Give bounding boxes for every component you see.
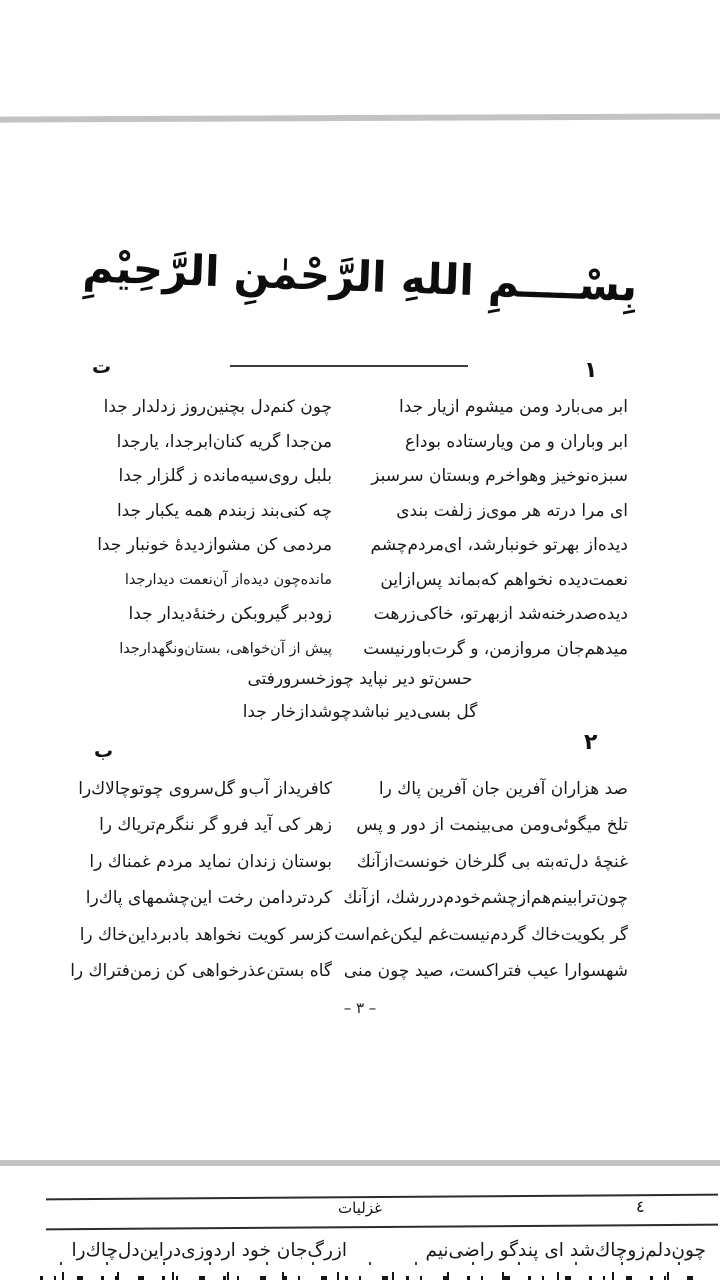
hemistich-left: مانده‌چون دیده‌از آن‌نعمت دیدارجدا <box>124 571 332 588</box>
ghazal2-couplets <box>70 771 628 989</box>
couplet-row <box>70 953 628 989</box>
couplet-row <box>70 425 628 460</box>
couplet-row <box>70 563 628 598</box>
cutoff-line-diacritic-dots <box>60 1262 680 1265</box>
hemistich-right: شهسوارا عیب فتراکست، صید چون منی <box>343 960 628 981</box>
hemistich-left: من‌جدا گریه کنان‌ابرجدا، یارجدا <box>116 431 332 452</box>
couplet-row <box>70 597 628 632</box>
hemistich-left: بلبل روی‌سیه‌مانده ز گلزار جدا <box>118 466 332 486</box>
hemistich-left: کزسر کویت نخواهد بادبرداین‌خاك را <box>79 924 332 945</box>
hemistich-left: ازرگ‌جان خود اردوزی‌دراین‌دل‌چاك‌را <box>71 1240 347 1261</box>
ghazal1-couplets <box>70 390 628 666</box>
ghazal2-number: ٢ <box>584 730 598 755</box>
couplet-row <box>70 844 628 880</box>
hemistich-right: ابر می‌بارد ومن میشوم ازیار جدا <box>399 397 628 417</box>
scan-break-band-bottom <box>0 1160 720 1166</box>
hemistich-left: بوستان زندان نماید مردم غمناك را <box>89 851 332 872</box>
bismillah-underline-rule <box>230 365 468 367</box>
hemistich-right: میدهم‌جان مروازمن، و گرت‌باورنیست <box>363 638 628 659</box>
couplet-row <box>70 771 628 807</box>
hemistich-left: چون کنم‌دل بچنین‌روز زدلدار جدا <box>103 397 332 417</box>
running-title-ghazaliyat: غزلیات <box>338 1199 382 1217</box>
hemistich-left: گاه بستن‌عذرخواهی کن زمن‌فتراك را <box>70 960 332 981</box>
bismillah-calligraphy: بِسْــــمِ اللهِ الرَّحْمٰنِ الرَّحِيْمِ <box>81 242 639 311</box>
hemistich-left: زهر کی آید فرو گر ننگرم‌تریاك را <box>99 815 332 836</box>
hemistich-left: زودبر گیروبکن رخنهٔ‌دیدار جدا <box>128 604 332 624</box>
hemistich-right: سبزه‌نوخیز وهواخرم وبستان سرسبز <box>371 466 628 486</box>
couplet-row <box>70 494 628 529</box>
ghazal2-rhyme-letter: ب <box>94 740 114 762</box>
couplet-row <box>70 880 628 916</box>
hemistich-left: پیش از آن‌خواهی، بستان‌ونگهدارجدا <box>119 640 332 657</box>
next-page-header-bottom-rule <box>46 1224 718 1231</box>
hemistich-left: کردتردامن رخت این‌چشمهای پاك‌را <box>85 888 332 909</box>
hemistich-left: کافریداز آب‌و گل‌سروی چوتوچالاك‌را <box>78 779 332 799</box>
hemistich-right: ابر وباران و من ویارستاده بوداع <box>405 431 628 452</box>
couplet-row <box>70 807 628 843</box>
hemistich-left: مردمی کن مشوازدیدهٔ خونبار جدا <box>97 535 332 555</box>
couplet-row <box>70 632 628 667</box>
page-number-3: – ٣ – <box>343 999 377 1017</box>
couplet-row <box>70 528 628 563</box>
page-number-4: ٤ <box>636 1197 645 1216</box>
hemistich-right: نعمت‌دیده نخواهم که‌بماند پس‌ازاین <box>380 569 628 590</box>
ghazal1-number: ١ <box>584 358 598 383</box>
couplet-row <box>70 917 628 953</box>
hemistich-right: ای مرا درته هر موی‌ز زلفت بندی <box>396 500 628 521</box>
couplet-row <box>70 459 628 494</box>
scan-break-band-top <box>0 113 720 122</box>
hemistich-right: چون‌دلم‌زوچاك‌شد ای پندگو راضی‌نیم <box>425 1240 706 1261</box>
hemistich-right: دیده‌از بهرتو خونبارشد، ای‌مردم‌چشم <box>370 535 628 555</box>
ghazal1-rhyme-letter: ت <box>92 356 112 378</box>
hemistich-right: چون‌ترابینم‌هم‌ازچشم‌خودم‌دررشك، ازآنك <box>343 888 628 909</box>
hemistich-right: صد هزاران آفرین جان آفرین پاك را <box>378 779 628 799</box>
hemistich-left: چه کنی‌بند زبندم همه یکبار جدا <box>116 500 332 521</box>
couplet-row <box>70 390 628 425</box>
hemistich-right: گر بکویت‌خاك گردم‌نیست‌غم لیکن‌غم‌است <box>334 924 628 945</box>
cutoff-line-glyph-tops <box>40 1272 700 1280</box>
ghazal1-closing-line-2: گل بسی‌دیر نباشدچوشدازخار جدا <box>242 702 478 722</box>
hemistich-right: غنچهٔ دل‌ته‌بته بی گلرخان خونست‌ازآنك <box>356 851 628 872</box>
ghazal1-closing-line-1: حسن‌تو دیر نپاید چوزخسرورفتی <box>247 669 473 689</box>
hemistich-right: تلخ میگوئی‌ومن می‌بینمت از دور و پس <box>356 815 628 836</box>
hemistich-right: دیده‌صدرخنه‌شد ازبهرتو، خاکی‌زرهت <box>373 604 628 624</box>
